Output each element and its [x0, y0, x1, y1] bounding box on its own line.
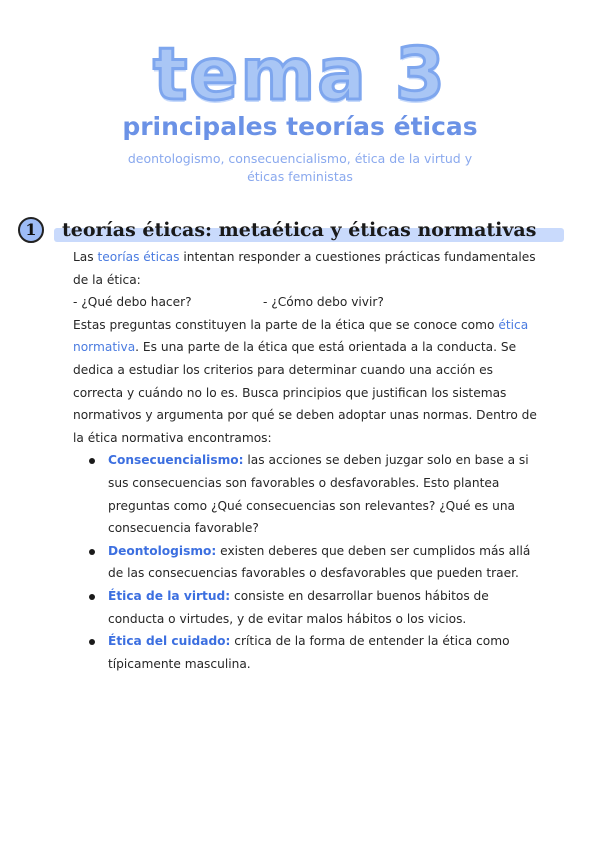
definition-text: crítica de la forma de entender la ética como típicamente masculina.	[108, 634, 510, 671]
list-item	[73, 449, 543, 539]
link-etica-normativa[interactable]: ética normativa	[73, 317, 529, 355]
list-item	[73, 585, 543, 630]
link-teorias-eticas[interactable]: teorías éticas	[97, 250, 180, 264]
paragraph-post: . Es una parte de la ética que está orientada a la conducta. Se dedica a estudiar los criterios para determinar cuando una acción es correcta y cuándo no lo es. Busca principios que justifican los sistemas normativos y argumenta por qué se deben adoptar unas normas. Dentro de la ética normativa encontramos:	[73, 340, 537, 445]
bullet-icon	[89, 458, 95, 464]
intro-post: intentan responder a cuestiones prácticas fundamentales de la ética:	[73, 250, 536, 287]
body-text	[73, 246, 543, 675]
bullet-icon	[89, 639, 95, 645]
definition-text: existen deberes que deben ser cumplidos más allá de las consecuencias favorables o desfavorables que pueden traer.	[108, 543, 531, 581]
bullet-icon	[89, 549, 95, 555]
term-etica-cuidado: Ética del cuidado:	[108, 634, 231, 649]
intro-pre: Las	[73, 250, 98, 264]
section-header	[16, 214, 556, 248]
theories-list	[73, 449, 543, 675]
normative-paragraph	[73, 314, 543, 450]
paragraph-pre: Estas preguntas constituyen la parte de la ética que se conoce como	[73, 317, 499, 332]
page-subtitle: principales teorías éticas	[122, 112, 478, 141]
list-item	[73, 540, 543, 585]
section-title: teorías éticas: metaética y éticas normativas	[62, 219, 537, 241]
section-number-badge: 1	[18, 217, 44, 243]
term-consecuencialismo: Consecuencialismo:	[108, 453, 244, 468]
intro-paragraph	[73, 246, 543, 291]
question-2: - ¿Cómo debo vivir?	[263, 295, 384, 310]
term-deontologismo: Deontologismo:	[108, 543, 217, 558]
topics-line: deontologismo, consecuencialismo, ética de la virtud y éticas feministas	[127, 151, 473, 184]
bullet-icon	[89, 594, 95, 600]
page-title: tema 3	[152, 32, 448, 116]
list-item	[73, 630, 543, 675]
definition-text: consiste en desarrollar buenos hábitos de conducta o virtudes, y de evitar malos hábitos o los vicios.	[108, 588, 489, 626]
questions-row	[73, 291, 543, 314]
question-1: - ¿Qué debo hacer?	[73, 295, 192, 310]
term-etica-virtud: Ética de la virtud:	[108, 588, 231, 603]
definition-text: las acciones se deben juzgar solo en base a si sus consecuencias son favorables o desfavorables. Esto plantea preguntas como ¿Qué consecuencias son relevantes? ¿Qué es una consecuencia favorable?	[108, 453, 529, 536]
